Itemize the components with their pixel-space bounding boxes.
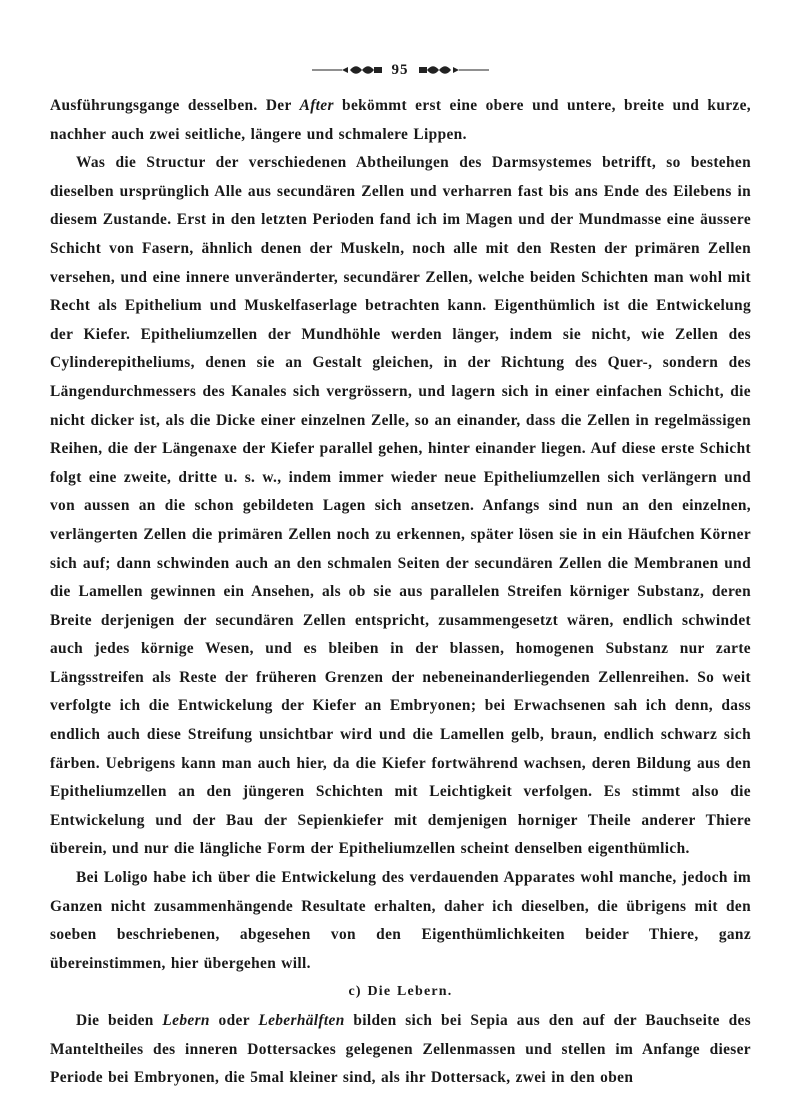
body-text [50,92,751,1093]
term-lebern: Lebern [162,1012,210,1029]
page-number: 95 [391,61,409,78]
left-ornament-icon [312,64,382,76]
paragraph-3: Bei Loligo habe ich über die Entwickelung des verdauenden Apparates wohl manche, jedoch im Ganzen nicht zusammenhängende Resultate erhalten, daher ich dieselben, die übrigens mit den soeben beschriebenen, abgesehen von den Eigenthümlichkeiten beider Thiere, ganz übereinstimmen, hier übergehen will. [50,869,751,972]
page-header [0,58,800,82]
paragraph-4: Die beiden Lebern oder Leberhälften bilden sich bei Sepia aus den auf der Bauchseite des Manteltheiles des inneren Dottersackes gelegenen Zellenmassen und stellen im Anfange dieser Periode bei Embryonen, die 5mal kleiner sind, als ihr Dottersack, zwei in den oben [50,1012,751,1087]
term-leberhaelften: Leberhälften [258,1012,345,1029]
right-ornament-icon [419,64,489,76]
term-after: After [299,97,334,114]
paragraph-2: Was die Structur der verschiedenen Abtheilungen des Darmsystemes betrifft, so bestehen dieselben ursprünglich Alle aus secundären Zellen und verharren fast bis ans Ende des Eilebens in diesem Zustande. Erst in den letzten Perioden fand ich im Magen und der Mundmasse eine äussere Schicht von Fasern, ähnlich denen der Muskeln, noch alle mit den Resten der primären Zellen versehen, und eine innere unveränderter, secundärer Zellen, welche beiden Schichten man wohl mit Recht als Epithelium und Muskelfaserlage betrachten kann. Eigenthümlich ist die Entwickelung der Kiefer. Epitheliumzellen der Mundhöhle werden länger, indem sie nicht, wie Zellen des Cylinderepitheliums, denen sie an Gestalt gleichen, in der Richtung des Quer-, sondern des Längendurchmessers des Kanales sich vergrössern, und lagern sich in einer einfachen Schicht, die nicht dicker ist, als die Dicke einer einzelnen Zelle, so an einander, dass die Zellen in regelmässigen Reihen, die der Längenaxe der Kiefer parallel gehen, hinter einander liegen. Auf diese erste Schicht folgt eine zweite, dritte u. s. w., indem immer wieder neue Epitheliumzellen sich verlängern und von aussen an die schon gebildeten Lagen sich ansetzen. Anfangs sind nun an den einzelnen, verlängerten Zellen die primären Zellen noch zu erkennen, später lösen sie in ein Häufchen Körner sich auf; dann schwinden auch an den schmalen Seiten der secundären Zellen die Membranen und die Lamellen gewinnen ein Ansehen, als ob sie aus parallelen Streifen körniger Substanz, deren Breite derjenigen der secundären Zellen entspricht, zusammengesetzt wären, endlich schwindet auch jedes körnige Wesen, und es bleiben in der blassen, homogenen Substanz nur zarte Längsstreifen als Reste der früheren Grenzen der nebeneinanderliegenden Zellenreihen. So weit verfolgte ich die Entwickelung der Kiefer an Embryonen; bei Erwachsenen sah ich denn, dass endlich auch diese Streifung unsichtbar wird und die Lamellen gelb, braun, endlich schwarz sich färben. Uebrigens kann man auch hier, da die Kiefer fortwährend wachsen, deren Bildung aus den Epitheliumzellen an den jüngeren Schichten mit Leichtigkeit verfolgen. Es stimmt also die Entwickelung und der Bau der Sepienkiefer mit demjenigen horniger Theile anderer Thiere überein, und nur die längliche Form der Epitheliumzellen scheint denselben eigenthümlich. [50,154,751,858]
paragraph-1: Ausführungsgange desselben. Der After bekömmt erst eine obere und untere, breite und kurze, nachher auch zwei seitliche, längere und schmalere Lippen. [50,97,751,143]
section-subheading: c) Die Lebern. [348,984,453,1000]
